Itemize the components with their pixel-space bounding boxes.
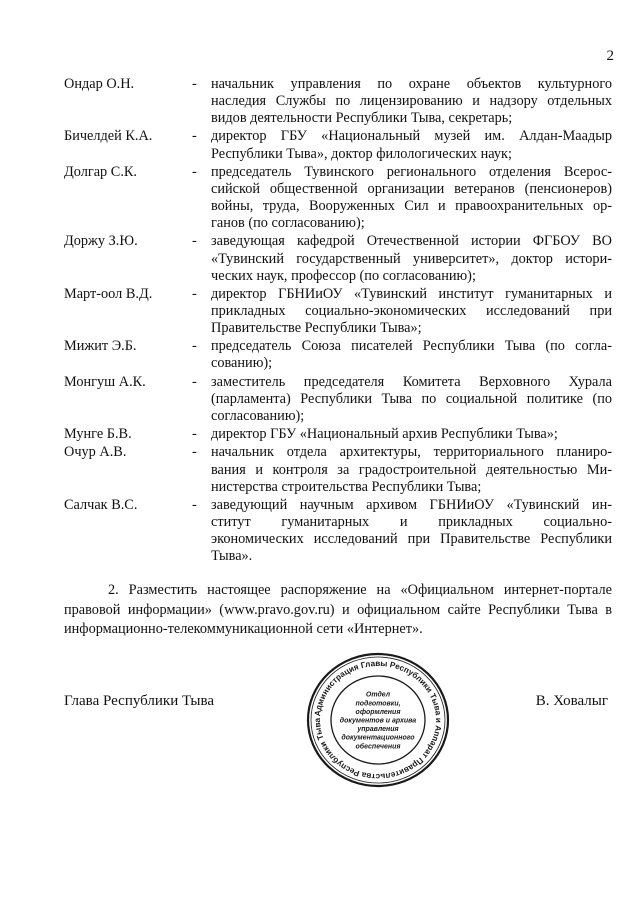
member-description-line: согласованию); [211, 407, 305, 424]
member-description-line: директор ГБУ «Национальный музей им. Алдан-Маадыр [211, 128, 612, 145]
member-description-line: директор ГБУ «Национальный архив Республики Тыва»; [211, 426, 558, 443]
member-name: Долгар С.К. [64, 163, 137, 180]
page-number: 2 [606, 48, 614, 64]
member-row [64, 128, 612, 162]
stamp-center-line: управления [357, 726, 399, 734]
member-dash: - [192, 444, 197, 461]
member-description-line: Республики Тыва», доктор филологических наук; [211, 145, 512, 162]
member-row [64, 444, 612, 495]
member-description [211, 128, 612, 162]
member-row [64, 233, 612, 284]
member-description-line: председатель Союза писателей Республики Тыва (по согла- [211, 338, 612, 355]
member-row [64, 76, 612, 127]
stamp-center-line: Отдел [365, 691, 391, 699]
stamp-center-line: подготовки, [355, 700, 401, 708]
member-name: Мижит Э.Б. [64, 338, 137, 355]
member-dash: - [192, 496, 197, 513]
member-description-line: председатель Тувинского регионального отделения Всерос- [211, 163, 612, 180]
member-dash: - [192, 373, 197, 390]
stamp-center-line: оформления [355, 708, 401, 716]
member-row [64, 426, 612, 443]
member-description-line: войны, труда, Вооруженных Сил и правоохранительных ор- [211, 198, 612, 215]
member-name: Очур А.В. [64, 444, 127, 461]
member-dash: - [192, 76, 197, 92]
member-dash: - [192, 338, 197, 355]
member-description-line: нистерства строительства Республики Тыва; [211, 478, 482, 495]
stamp-ring-text: Администрация Главы Республики Тыва и Аппарат Правительства Республики Тыва [312, 658, 444, 782]
member-description-line: Правительстве Республики Тыва»; [211, 320, 422, 337]
member-name: Доржу З.Ю. [64, 233, 138, 250]
member-description-line: директор ГБНИиОУ «Тувинский институт гуманитарных и [211, 285, 612, 302]
member-description-line: ганов (по согласованию); [211, 215, 365, 232]
member-description [211, 233, 612, 284]
member-name: Монгуш А.К. [64, 373, 146, 390]
member-name: Бичелдей К.А. [64, 128, 153, 145]
member-description-line: заместитель председателя Комитета Верховного Хурала [211, 373, 612, 390]
signature-name: В. Ховалыг [535, 693, 608, 709]
official-stamp [306, 652, 450, 788]
member-description-line: прикладных социально-экономических исследований при [211, 302, 612, 319]
member-description-line: экономических исследований при Правительстве Республики [211, 531, 612, 548]
member-row [64, 164, 612, 232]
member-description-line: Тыва». [211, 548, 253, 565]
signature-title: Глава Республики Тыва [64, 693, 215, 709]
member-description [211, 497, 612, 565]
stamp-center-line: обеспечения [355, 743, 401, 751]
member-description [211, 374, 612, 425]
member-description-line: сованию); [211, 355, 273, 372]
member-list [64, 76, 612, 567]
member-dash: - [192, 163, 197, 180]
member-row [64, 374, 612, 425]
member-description-line: заведующий научным архивом ГБНИиОУ «Тувинский ин- [211, 496, 612, 513]
member-dash: - [192, 426, 197, 443]
member-name: Март-оол В.Д. [64, 285, 153, 302]
member-name: Ондар О.Н. [64, 76, 135, 92]
member-description-line: «Тувинский государственный университет», доктор истори- [211, 250, 612, 267]
member-description [211, 444, 612, 495]
paragraph-2: 2. Разместить настоящее распоряжение на «Официальном интернет-портале правовой информации» (www.pravo.gov.ru) и официальном сайте Республики Тыва в информационно-телекоммуникационной сети «Интернет». [64, 582, 612, 638]
member-row [64, 338, 612, 372]
member-description-line: наследия Службы по лицензированию и надзору отдельных [211, 93, 612, 110]
member-description-line: (парламента) Республики Тыва по социальной политике (по [211, 390, 612, 407]
member-description-line: видов деятельности Республики Тыва, секретарь; [211, 110, 513, 127]
member-description [211, 76, 612, 127]
member-description-line: ститут гуманитарных и прикладных социально- [211, 514, 612, 531]
member-name: Салчак В.С. [64, 496, 138, 513]
member-row [64, 286, 612, 337]
member-description [211, 426, 612, 443]
member-description-line: начальник управления по охране объектов культурного [211, 76, 612, 92]
member-description [211, 286, 612, 337]
stamp-center-line: документационного [341, 734, 415, 742]
member-description [211, 164, 612, 232]
member-description-line: ческих наук, профессор (по согласованию); [211, 267, 476, 284]
member-description-line: вания и контроля за градостроительной деятельностью Ми- [211, 461, 612, 478]
stamp-center-line: документов и архива [339, 717, 417, 725]
member-row [64, 497, 612, 565]
member-description-line: заведующая кафедрой Отечественной истории ФГБОУ ВО [211, 233, 612, 250]
member-dash: - [192, 233, 197, 250]
member-dash: - [192, 285, 197, 302]
member-description [211, 338, 612, 372]
stamp-center-text [340, 691, 417, 751]
member-dash: - [192, 128, 197, 145]
member-description-line: сийской общественной организации ветеранов (пенсионеров) [211, 180, 612, 197]
member-description-line: начальник отдела архитектуры, территориального планиро- [211, 444, 612, 461]
member-name: Мунге Б.В. [64, 426, 132, 443]
